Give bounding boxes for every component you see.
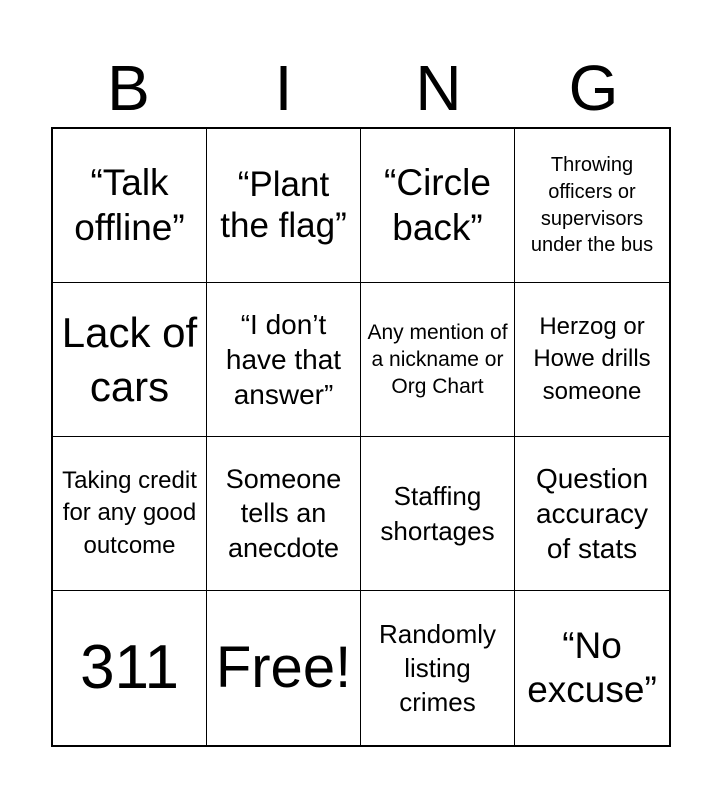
bingo-cell-12[interactable] xyxy=(515,437,669,591)
bingo-cell-2[interactable] xyxy=(207,129,361,283)
bingo-cell-7[interactable] xyxy=(361,283,515,437)
bingo-cell-text: Herzog or Howe drills someone xyxy=(533,312,651,405)
bingo-header xyxy=(51,48,671,128)
header-letter-b: B xyxy=(107,52,150,124)
bingo-cell-text: “Circle back” xyxy=(384,162,491,248)
bingo-cell-text: “I don’t have that answer” xyxy=(225,308,342,411)
bingo-cell-text: 311 xyxy=(80,633,179,702)
bingo-cell-8[interactable] xyxy=(515,283,669,437)
bingo-cell-text: “Talk offline” xyxy=(74,162,185,248)
bingo-cell-16[interactable] xyxy=(515,591,669,745)
bingo-cell-10[interactable] xyxy=(207,437,361,591)
bingo-cell-text: Staffing shortages xyxy=(380,481,495,546)
bingo-cell-text: “Plant the flag” xyxy=(220,165,347,245)
header-letter-n: N xyxy=(415,52,462,124)
bingo-cell-text: Free! xyxy=(215,635,352,700)
bingo-cell-5[interactable] xyxy=(53,283,207,437)
bingo-cell-6[interactable] xyxy=(207,283,361,437)
bingo-cell-4[interactable] xyxy=(515,129,669,283)
bingo-cell-3[interactable] xyxy=(361,129,515,283)
bingo-cell-9[interactable] xyxy=(53,437,207,591)
bingo-cell-15[interactable] xyxy=(361,591,515,745)
bingo-cell-free[interactable] xyxy=(207,591,361,745)
bingo-cell-text: “No excuse” xyxy=(527,624,657,710)
header-letter-i: I xyxy=(274,52,293,124)
bingo-cell-text: Question accuracy of stats xyxy=(535,462,649,565)
bingo-cell-11[interactable] xyxy=(361,437,515,591)
bingo-cell-1[interactable] xyxy=(53,129,207,283)
bingo-cell-text: Randomly listing crimes xyxy=(378,618,497,718)
bingo-cell-13[interactable] xyxy=(53,591,207,745)
bingo-cell-text: Lack of cars xyxy=(61,308,198,410)
bingo-cell-text: Throwing officers or supervisors under the bus xyxy=(530,154,654,257)
bingo-board xyxy=(51,127,671,747)
bingo-cell-text: Any mention of a nickname or Org Chart xyxy=(367,320,508,399)
bingo-cell-text: Taking credit for any good outcome xyxy=(62,466,197,559)
bingo-cell-text: Someone tells an anecdote xyxy=(225,463,342,563)
header-letter-g: G xyxy=(568,52,619,124)
